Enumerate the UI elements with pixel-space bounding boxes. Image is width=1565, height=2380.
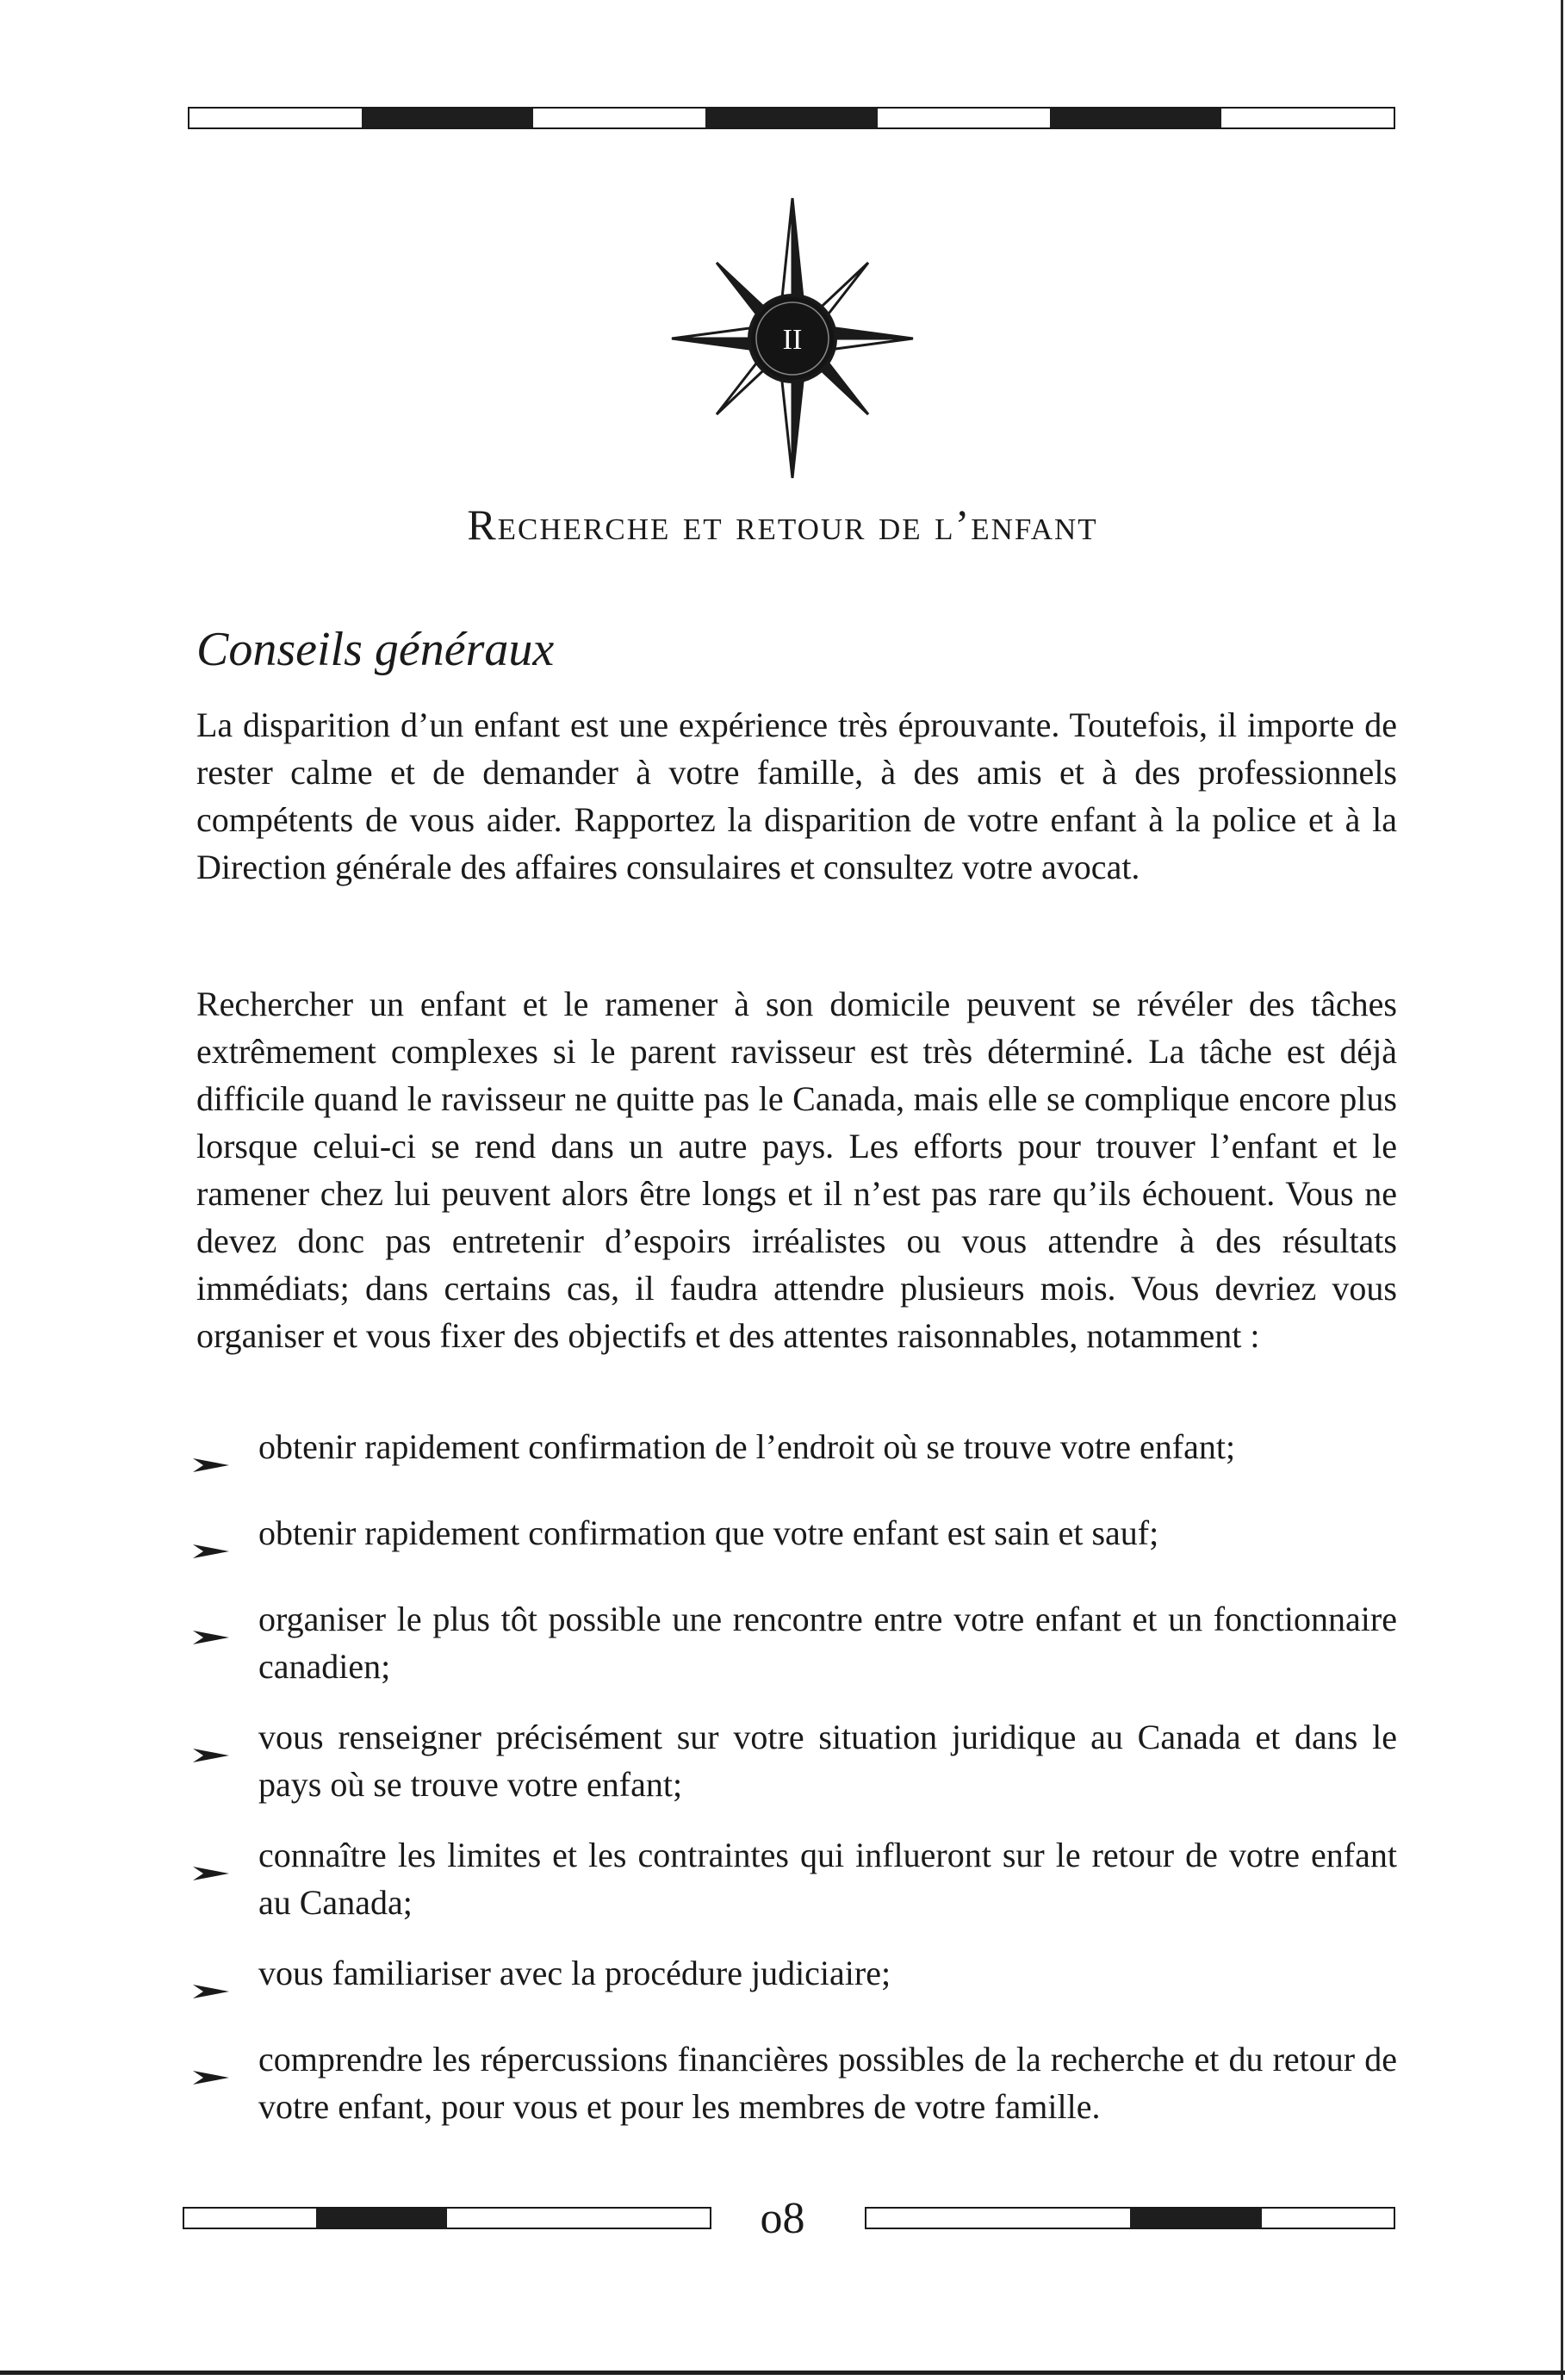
arrowhead-bullet-icon	[191, 2035, 258, 2098]
list-item	[191, 1509, 1397, 1572]
arrowhead-bullet-icon	[191, 1509, 258, 1572]
bullet-list	[191, 1423, 1397, 2153]
arrowhead-bullet-icon	[191, 1595, 258, 1658]
bullet-text: comprendre les répercussions financières possibles de la recherche et du retour de votre enfant, pour vous et pour les membres de votre famille.	[258, 2040, 1397, 2126]
arrowhead-bullet-icon	[191, 1949, 258, 2012]
list-item	[191, 1949, 1397, 2012]
arrowhead-bullet-icon	[191, 1831, 258, 1894]
bullet-text: vous familiariser avec la procédure judiciaire;	[258, 1954, 891, 1992]
chapter-numeral: II	[782, 324, 803, 356]
bottom-decorative-rule-right	[865, 2207, 1395, 2229]
list-item	[191, 1831, 1397, 1926]
arrowhead-bullet-icon	[191, 1423, 258, 1486]
compass-rose-icon	[663, 194, 922, 487]
page-edge-bottom	[0, 2371, 1565, 2375]
page-number: o8	[760, 2194, 805, 2243]
paragraph: La disparition d’un enfant est une expérience très éprouvante. Toutefois, il importe de rester calme et de demander à votre famille, à des amis et à des professionnels compétents de vous aider. Rapportez la disparition de votre enfant à la police et à la Direction générale des affaires consulaires et consultez votre avocat.	[196, 705, 1397, 886]
paragraph: Rechercher un enfant et le ramener à son domicile peuvent se révéler des tâches extrêmement complexes si le parent ravisseur est très déterminé. La tâche est déjà difficile quand le ravisseur ne quitte pas le Canada, mais elle se complique encore plus lorsque celui-ci se rend dans un autre pays. Les efforts pour trouver l’enfant et le ramener chez lui peuvent alors être longs et il n’est pas rare qu’ils échouent. Vous ne devez donc pas entretenir d’espoirs irréalistes ou vous attendre à des résultats immédiats; dans certains cas, il faudra attendre plusieurs mois. Vous devriez vous organiser et vous fixer des objectifs et des attentes raisonnables, notamment :	[196, 985, 1397, 1355]
page-edge-right	[1561, 0, 1563, 2380]
arrowhead-bullet-icon	[191, 1713, 258, 1776]
chapter-title: Recherche et retour de l’enfant	[467, 500, 1098, 549]
bullet-text: obtenir rapidement confirmation de l’endroit où se trouve votre enfant;	[258, 1427, 1236, 1466]
list-item	[191, 1713, 1397, 1808]
list-item	[191, 1595, 1397, 1690]
bullet-text: organiser le plus tôt possible une rencontre entre votre enfant et un fonctionnaire canadien;	[258, 1600, 1397, 1686]
list-item	[191, 1423, 1397, 1486]
top-decorative-rule	[188, 107, 1395, 129]
bullet-text: vous renseigner précisément sur votre situation juridique au Canada et dans le pays où se trouve votre enfant;	[258, 1718, 1397, 1804]
bullet-text: obtenir rapidement confirmation que votre enfant est sain et sauf;	[258, 1513, 1159, 1552]
list-item	[191, 2035, 1397, 2130]
section-heading: Conseils généraux	[196, 623, 555, 676]
bullet-text: connaître les limites et les contraintes qui influeront sur le retour de votre enfant au Canada;	[258, 1836, 1397, 1922]
